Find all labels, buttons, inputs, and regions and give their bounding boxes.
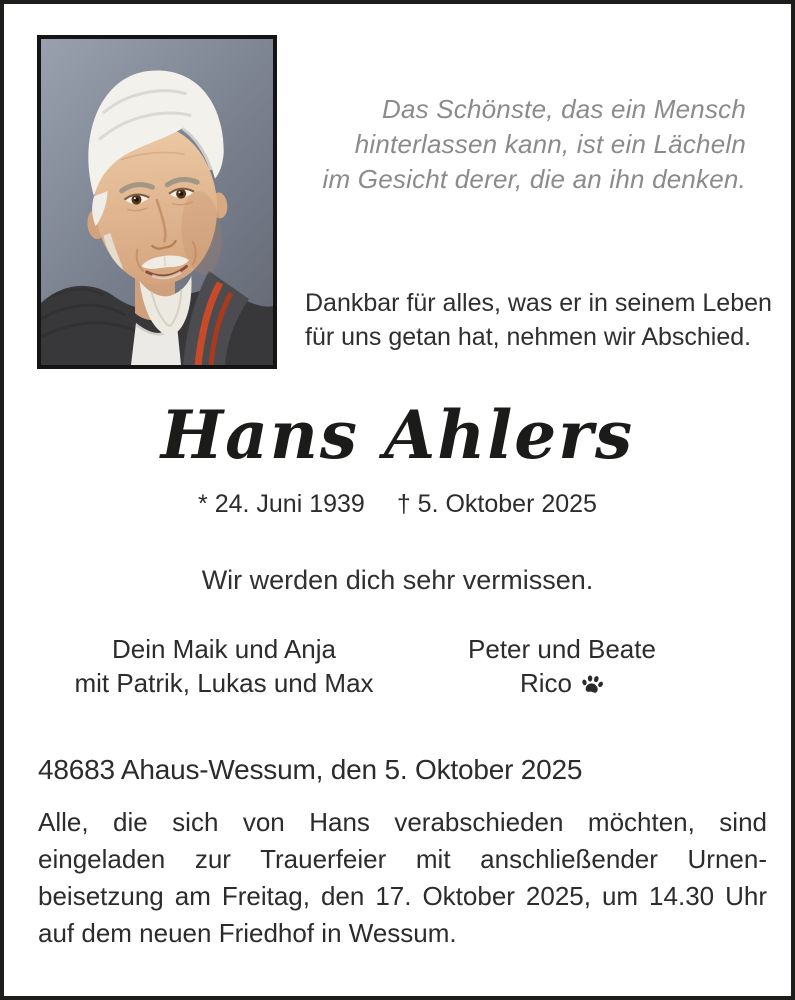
death-date: † 5. Oktober 2025 [396, 490, 597, 518]
announcement-line: eingeladen zur Trauerfeier mit anschließender Urnen- [38, 844, 767, 874]
portrait-photo [37, 35, 277, 369]
paw-print-icon [578, 671, 605, 698]
portrait-illustration [41, 39, 273, 365]
funeral-announcement [38, 804, 767, 952]
mourners-family [64, 632, 384, 700]
missing-text: Wir werden dich sehr vermissen. [201, 565, 594, 595]
mourners-line: Peter und Beate [468, 634, 656, 664]
announcement-line: beisetzung am Freitag, den 17. Oktober 2025, um 14.30 Uhr [38, 881, 767, 911]
mourners-line [422, 666, 702, 700]
announcement-line: auf dem neuen Friedhof in Wessum. [38, 918, 457, 948]
deceased-name: Hans Ahlers [160, 396, 635, 474]
announcement-line: Alle, die sich von Hans verabschieden möchten, sind [38, 807, 767, 837]
quote-line: im Gesicht derer, die an ihn denken. [322, 164, 746, 194]
farewell-line: Dankbar für alles, was er in seinem Leben [305, 289, 772, 317]
mourners-line: mit Patrik, Lukas und Max [74, 668, 374, 698]
mourners-friends [422, 632, 702, 700]
farewell-text [305, 286, 775, 354]
quote-line: Das Schönste, das ein Mensch [381, 94, 746, 124]
farewell-line: für uns getan hat, nehmen wir Abschied. [305, 323, 752, 351]
place-date-line: 48683 Ahaus-Wessum, den 5. Oktober 2025 [38, 754, 583, 785]
life-dates [4, 490, 791, 519]
memorial-quote [266, 92, 746, 197]
quote-line: hinterlassen kann, ist ein Lächeln [354, 129, 746, 159]
pet-name: Rico [519, 668, 572, 698]
birth-date: * 24. Juni 1939 [198, 490, 365, 518]
mourners-line: Dein Maik und Anja [111, 634, 337, 664]
